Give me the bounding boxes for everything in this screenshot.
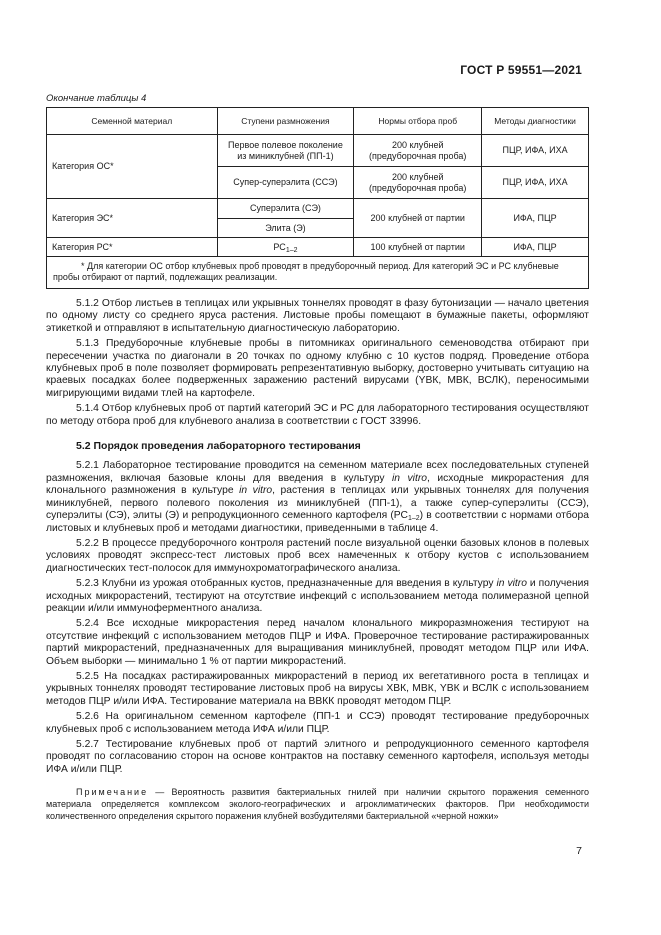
subscript: 1–2 <box>407 515 420 523</box>
section-heading-5-2: 5.2 Порядок проведения лабораторного тестирования <box>76 440 361 453</box>
note-label: Примечание <box>76 787 149 798</box>
paragraph-5-1-3: 5.1.3 Предуборочные клубневые пробы в питомниках оригинального семеноводства отбирают при пересечении участка по диагонали в 20 точках по одному клубню с 10 кустов подряд. Проведение отбора клубневых проб в поле позволяет формировать репрезентативную выборку, достоверно учитывать ситуацию на краевых посадках более подверженных заражению растений вирусами (YВК, МВК, ВСЛК), переносимыми мигрирующими видами тлей на картофеле. <box>46 338 589 399</box>
step-cell: Элита (Э) <box>217 219 354 238</box>
paragraph-5-2-1 <box>46 460 589 534</box>
norm-cell: 200 клубней от партии <box>354 199 482 238</box>
standard-designation: ГОСТ Р 59551—2021 <box>460 63 582 77</box>
rs-step-subscript: 1–2 <box>285 246 298 254</box>
text-run: , исходные микрорастения для клонального размножения в культуре <box>46 472 590 497</box>
paragraph-5-2-7: 5.2.7 Тестирование клубневых проб от партий элитного и репродукционного семенного картофеля проводят по согласованию сторон на основе контрактов на поставку семенного картофеля, используя методы ИФА и/или ПЦР. <box>46 739 589 775</box>
category-rs-cell: Категория РС* <box>47 238 218 257</box>
table-caption: Окончание таблицы 4 <box>46 93 147 104</box>
paragraph-5-2-5: 5.2.5 На посадках растиражированных микрорастений в период их вегетативного роста в теплицах и укрывных тоннелях проводят тестирование листовых проб на вирусы ХВК, МВК, YВК и ВСЛК с использованием методов ПЦР и/или ИФА. Тестирование материала на ВВКК проводят методом ПЦР. <box>46 670 589 707</box>
col-header-propagation-steps: Ступени размножения <box>217 108 354 135</box>
method-cell: ИФА, ПЦР <box>482 238 589 257</box>
table-row <box>47 238 589 257</box>
page-number: 7 <box>576 845 582 857</box>
paragraph-5-2-6: 5.2.6 На оригинальном семенном картофеле (ПП-1 и ССЭ) проводят тестирование предуборочных клубневых проб с использованием метода ИФА и/или ПЦР. <box>46 711 589 735</box>
text-run: и получения исходных микрорастений, тестируют на отсутствие инфекций с использованием метода полимеразной цепной реакции и/или иммуноферментного анализа. <box>46 578 590 614</box>
col-header-sampling-norms: Нормы отбора проб <box>354 108 482 135</box>
table-header-row <box>47 108 589 135</box>
body-text <box>46 298 589 822</box>
paragraph-5-2-2: 5.2.2 В процессе предуборочного контроля растений после визуальной оценки базовых клонов в полевых условиях проводят экспресс-тест листовых проб всех намеченных к отбору кустов с использованием диагностических тест-полосок для иммунохроматографического анализа. <box>46 537 589 574</box>
text-run: ) в соответствии с нормами отбора листовых и клубневых проб и методами диагностики, приведенными в таблице 4. <box>46 510 589 534</box>
table-footnote-row <box>47 257 589 289</box>
note-text: — Вероятность развития бактериальных гнилей при наличии скрытого поражения семенного материала определяется комплексом эколого-географических и агроклиматических факторов. При необходимости количественного определения скрытого поражения клубней возбудителями бактериальной «черной ножки» <box>46 787 589 822</box>
rs-step-main: РС <box>273 241 286 252</box>
norm-cell: 200 клубней (предуборочная проба) <box>354 167 482 199</box>
text-run: 5.2.3 Клубни из урожая отобранных кустов, предназначенные для введения в культуру <box>76 578 497 590</box>
step-cell: Супер-суперэлита (ССЭ) <box>217 167 354 199</box>
col-header-seed-material: Семенной материал <box>47 108 218 135</box>
norm-cell: 100 клубней от партии <box>354 238 482 257</box>
category-os-cell: Категория ОС* <box>47 135 218 199</box>
step-cell <box>217 238 354 257</box>
category-es-cell: Категория ЭС* <box>47 199 218 238</box>
paragraph-5-1-4: 5.1.4 Отбор клубневых проб от партий категорий ЭС и РС для лабораторного тестирования осуществляют по методу отбора проб для клубневого анализа в соответствии с ГОСТ 33996. <box>46 403 589 427</box>
paragraph-5-2-3 <box>46 578 589 615</box>
text-run: 5.2.1 Лабораторное тестирование проводится на семенном материале всех последовательных ступеней размножения, включая базовые клоны для введения в культуру <box>46 460 589 484</box>
italic-term: in vitro <box>239 485 273 497</box>
step-cell: Суперэлита (СЭ) <box>217 199 354 219</box>
table-row <box>47 135 589 167</box>
method-cell: ПЦР, ИФА, ИХА <box>482 167 589 199</box>
paragraph-5-1-2: 5.1.2 Отбор листьев в теплицах или укрывных тоннелях проводят в фазу бутонизации — начало цветения по одному листу со среднего яруса растения. Листовые пробы помещают в бумажные пакеты, оформляют этикеткой и отправляют в испытательную диагностическую лабораторию. <box>46 298 589 334</box>
table-4 <box>46 107 589 289</box>
method-cell: ИФА, ПЦР <box>482 199 589 238</box>
table-row <box>47 199 589 219</box>
text-run: , растения в теплицах или укрывных тоннелях для получения миниклубней, первого полевого поколения из миниклубней (ПП-1), а также супер-суперэлиты (ССЭ), суперэлиты (СЭ), элиты (Э) и репродукционного семенного картофеля (РС <box>46 485 590 522</box>
table-footnote: * Для категории ОС отбор клубневых проб проводят в предуборочный период. Для категорий ЭС и РС клубневые пробы отбирают от партий, подлежащих реализации. <box>47 257 589 289</box>
paragraph-5-2-4: 5.2.4 Все исходные микрорастения перед началом клонального микроразмножения тестируют на отсутствие инфекций с использованием методов ПЦР и ИФА. Проверочное тестирование растиражированных партий микрорастений, предназначенных для выращивания миниклубней, проводят методом ПЦР или ИФА. Объем выборки — минимально 1 % от партии микрорастений. <box>46 618 589 667</box>
norm-cell: 200 клубней (предуборочная проба) <box>354 135 482 167</box>
italic-term: in vitro <box>496 578 527 590</box>
method-cell: ПЦР, ИФА, ИХА <box>482 135 589 167</box>
step-cell: Первое полевое поколение из миниклубней (ПП-1) <box>217 135 354 167</box>
note-paragraph <box>46 786 589 822</box>
col-header-diagnostic-methods: Методы диагностики <box>482 108 589 135</box>
italic-term: in vitro <box>392 472 427 484</box>
